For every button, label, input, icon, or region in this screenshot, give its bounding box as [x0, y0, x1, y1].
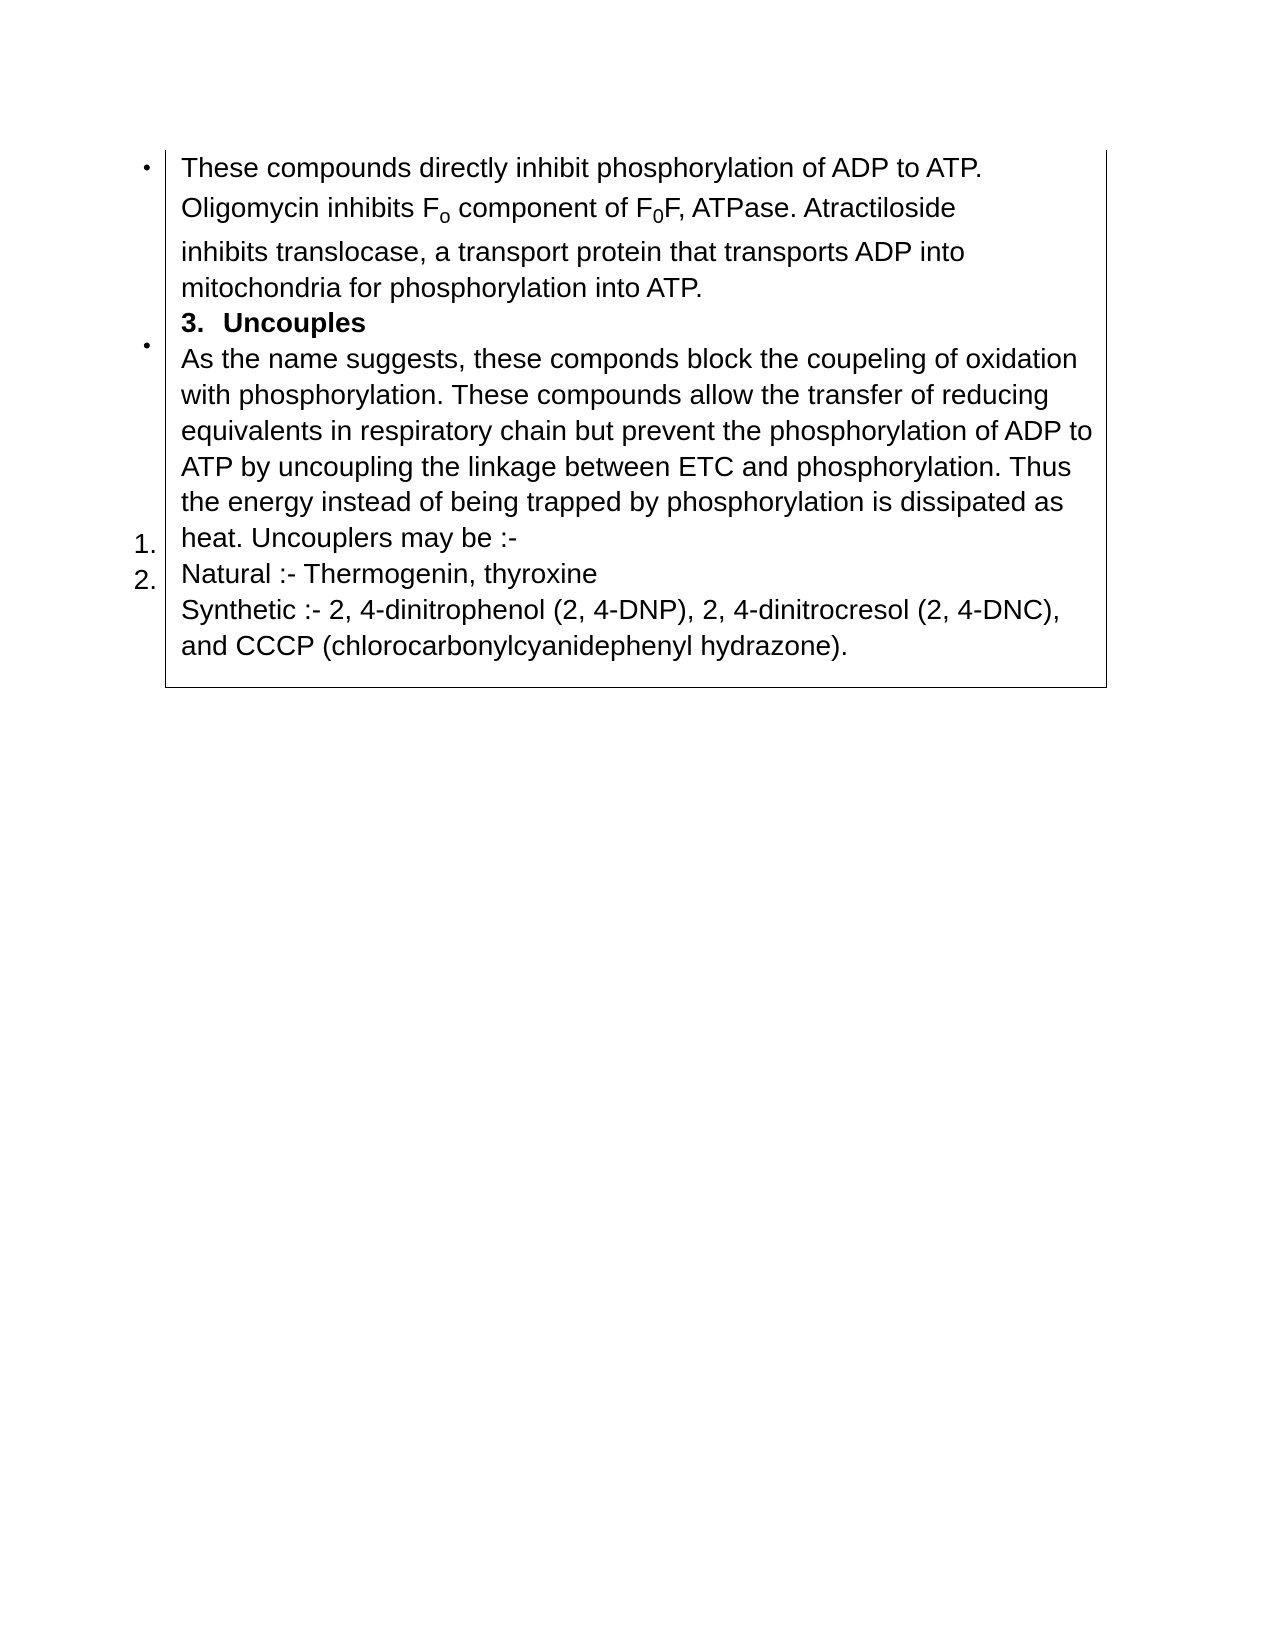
list-marker: 1. [133, 528, 157, 559]
list-marker-clip [133, 526, 157, 562]
subscript: o [439, 205, 451, 228]
list-item: Natural :- Thermogenin, thyroxine [181, 557, 598, 589]
list-marker: 2. [133, 564, 157, 595]
list-item: Synthetic :- 2, 4-dinitrophenol (2, 4-DNP), 2, 4-dinitrocresol (2, 4-DNC), and CCCP (chlorocarbonylcyanidephenyl hydrazone). [181, 593, 1061, 661]
text-span: component of F [450, 191, 653, 223]
heading-number: 3. [181, 307, 205, 339]
paragraph-inhibitors [181, 150, 1101, 305]
paragraph-uncouplers: As the name suggests, these componds block the coupeling of oxidation with phosphorylation. These compounds allow the transfer of reducing equivalents in respiratory chain but prevent the phosphorylation of ADP to ATP by uncoupling the linkage between ETC and phosphorylation. Thus the energy instead of being trapped by phosphorylation is dissipated as heat. Uncouplers may be :- [181, 343, 1093, 554]
text-span: Oligomycin inhibits F [181, 191, 440, 223]
list-marker-clip [133, 562, 157, 598]
subscript: 0 [652, 205, 664, 228]
bullet-marker: • [143, 333, 151, 358]
text-span: F, ATPase. Atractiloside [663, 191, 956, 223]
bullet-marker: • [143, 155, 151, 180]
oligomycin-line [181, 191, 956, 228]
section-heading [181, 305, 1101, 341]
paragraph-line: These compounds directly inhibit phosphorylation of ADP to ATP. [181, 152, 983, 183]
heading-title: Uncouples [223, 307, 367, 339]
text-content [181, 150, 1101, 663]
paragraph-rest: inhibits translocase, a transport protein that transports ADP into mitochondria for phosphorylation into ATP. [181, 235, 965, 303]
